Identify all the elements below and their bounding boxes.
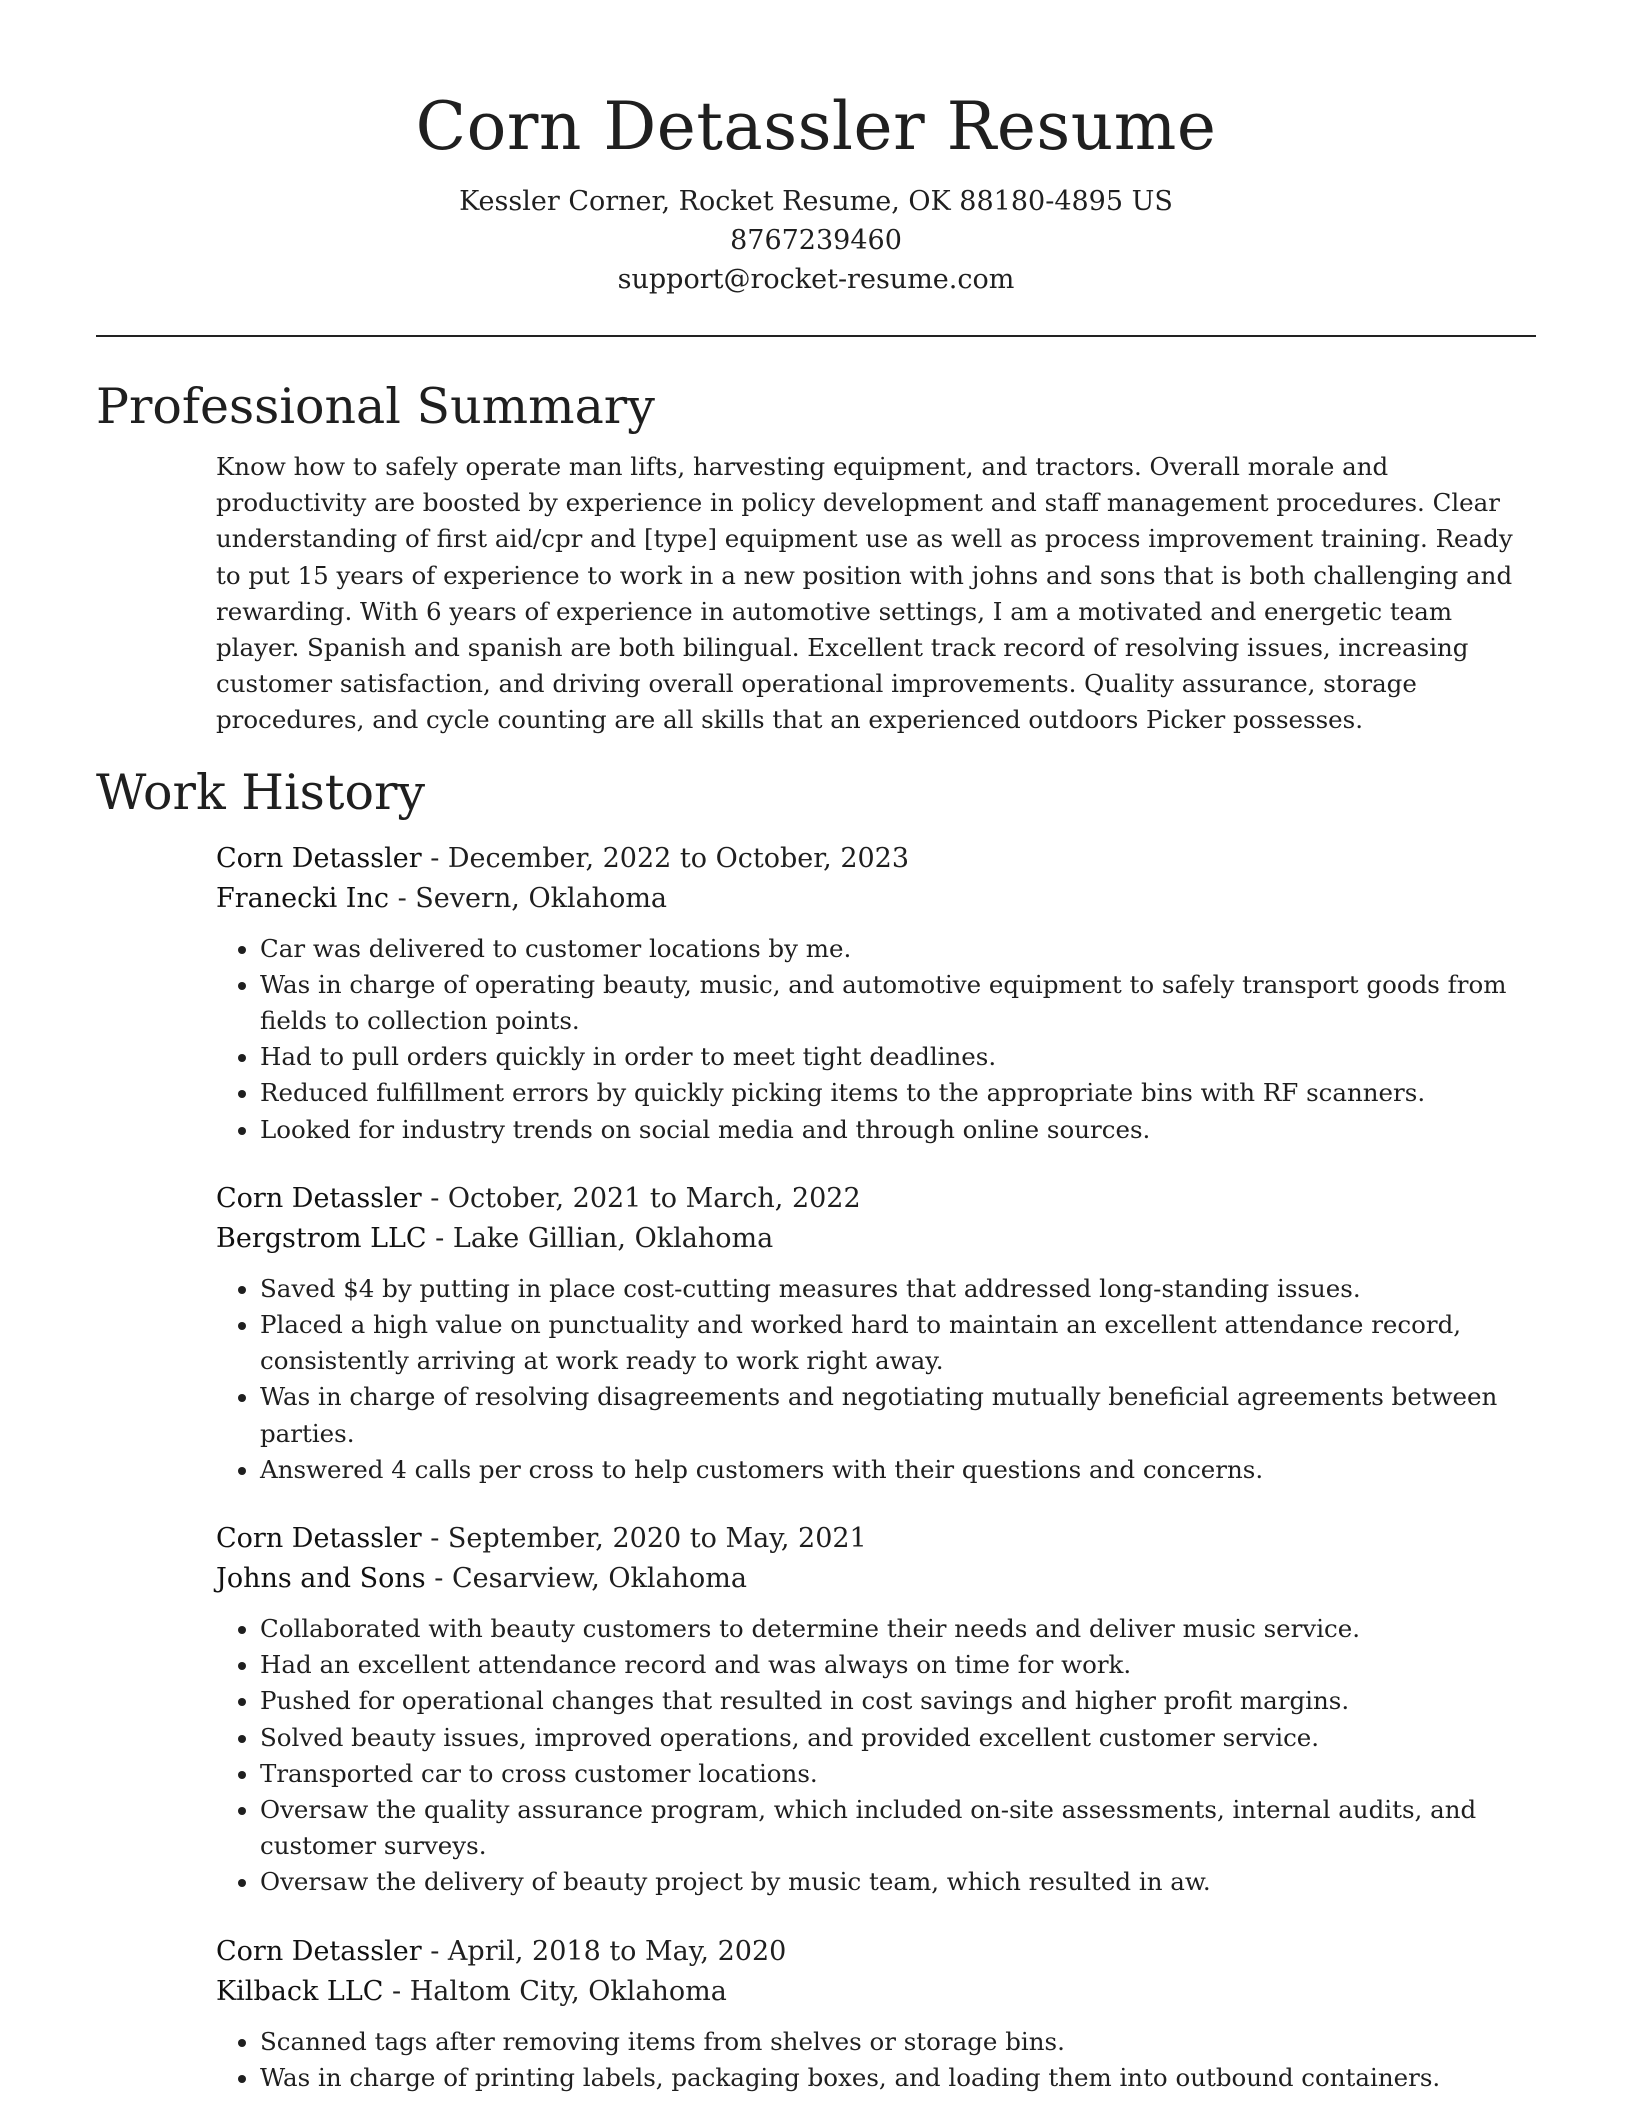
contact-block <box>96 182 1536 299</box>
job-separator: - <box>421 1935 448 1967</box>
resume-page <box>96 0 1536 2127</box>
job-company-line <box>216 1219 1536 1259</box>
job-bullet: • Car was delivered to customer locations by me. <box>260 931 1536 967</box>
job-role: Corn Detassler <box>216 1523 422 1555</box>
job-location: Haltom City, Oklahoma <box>409 1975 727 2007</box>
job-separator: - <box>426 1222 453 1254</box>
job-entry <box>216 1932 1536 2096</box>
job-bullet: • Had to pull orders quickly in order to meet tight deadlines. <box>260 1039 1536 1075</box>
job-title-line <box>216 1179 1536 1219</box>
job-bullet-list <box>216 931 1536 1148</box>
job-entry <box>216 1179 1536 1488</box>
job-company: Kilback LLC <box>216 1975 384 2007</box>
job-bullet: • Oversaw the delivery of beauty project by music team, which resulted in aw. <box>260 1864 1536 1900</box>
job-bullet: • Pushed for operational changes that resulted in cost savings and higher profit margins. <box>260 1683 1536 1719</box>
contact-phone: 8767239460 <box>730 225 902 256</box>
job-dates: December, 2022 to October, 2023 <box>447 842 910 874</box>
job-separator: - <box>383 1975 410 2007</box>
contact-address: Kessler Corner, Rocket Resume, OK 88180-4895 US <box>459 186 1173 217</box>
job-title-line <box>216 1519 1536 1559</box>
summary-text: Know how to safely operate man lifts, harvesting equipment, and tractors. Overall morale and productivity are boosted by experience in policy development and staff management procedures. Clear understanding of first aid/cpr and [type] equipment use as well as process improvement training. Ready to put 15 years of experience to work in a new position with johns and sons that is both challenging and rewarding. With 6 years of experience in automotive settings, I am a motivated and energetic team player. Spanish and spanish are both bilingual. Excellent track record of resolving issues, increasing customer satisfaction, and driving overall operational improvements. Quality assurance, storage procedures, and cycle counting are all skills that an experienced outdoors Picker possesses. <box>216 452 1513 735</box>
job-bullet-list <box>216 1611 1536 1901</box>
job-separator: - <box>421 1182 448 1214</box>
job-bullet: • Placed a high value on punctuality and worked hard to maintain an excellent attendance record, consistently arriving at work ready to work right away. <box>260 1307 1536 1379</box>
job-dates: September, 2020 to May, 2021 <box>447 1523 867 1555</box>
job-bullet: • Was in charge of operating beauty, music, and automotive equipment to safely transport goods from fields to collection points. <box>260 967 1536 1039</box>
job-bullet-list <box>216 1271 1536 1488</box>
contact-email: support@rocket-resume.com <box>617 264 1015 295</box>
job-separator: - <box>388 882 416 914</box>
resume-title: Corn Detassler Resume <box>415 88 1217 165</box>
summary-heading: Professional Summary <box>96 378 655 435</box>
job-separator: - <box>421 842 448 874</box>
job-bullet-list <box>216 2024 1536 2096</box>
job-separator: - <box>425 1563 452 1595</box>
job-bullet: • Was in charge of resolving disagreements and negotiating mutually beneficial agreements between parties. <box>260 1379 1536 1451</box>
job-title-line <box>216 1932 1536 1972</box>
job-bullet: • Reduced fulfillment errors by quickly picking items to the appropriate bins with RF scanners. <box>260 1075 1536 1111</box>
job-bullet: • Saved $4 by putting in place cost-cutting measures that addressed long-standing issues. <box>260 1271 1536 1307</box>
job-bullet: • Collaborated with beauty customers to determine their needs and deliver music service. <box>260 1611 1536 1647</box>
job-dates: April, 2018 to May, 2020 <box>447 1935 787 1967</box>
job-bullet: • Answered 4 calls per cross to help customers with their questions and concerns. <box>260 1452 1536 1488</box>
resume-header <box>96 0 1536 299</box>
job-company: Franecki Inc <box>216 882 389 914</box>
job-location: Lake Gillian, Oklahoma <box>452 1222 774 1254</box>
job-bullet: • Solved beauty issues, improved operations, and provided excellent customer service. <box>260 1720 1536 1756</box>
job-title-line <box>216 839 1536 879</box>
job-company-line <box>216 1559 1536 1599</box>
job-role: Corn Detassler <box>216 1935 422 1967</box>
job-company-line <box>216 1972 1536 2012</box>
header-divider <box>96 335 1536 337</box>
job-bullet: • Looked for industry trends on social media and through online sources. <box>260 1112 1536 1148</box>
job-entry <box>216 839 1536 1148</box>
job-bullet: • Oversaw the quality assurance program, which included on-site assessments, internal audits, and customer surveys. <box>260 1792 1536 1864</box>
job-bullet: • Was in charge of printing labels, packaging boxes, and loading them into outbound containers. <box>260 2060 1536 2096</box>
job-separator: - <box>421 1523 448 1555</box>
job-bullet: • Transported car to cross customer locations. <box>260 1756 1536 1792</box>
job-dates: October, 2021 to March, 2022 <box>447 1182 861 1214</box>
job-entry <box>216 1519 1536 1901</box>
work-history-heading: Work History <box>96 763 426 821</box>
job-company: Bergstrom LLC <box>216 1222 427 1254</box>
job-location: Cesarview, Oklahoma <box>451 1563 747 1595</box>
job-location: Severn, Oklahoma <box>415 882 668 914</box>
job-bullet: • Had an excellent attendance record and was always on time for work. <box>260 1647 1536 1683</box>
job-company-line <box>216 879 1536 919</box>
work-history-list <box>216 839 1536 2096</box>
job-role: Corn Detassler <box>216 1182 422 1214</box>
job-company: Johns and Sons <box>216 1563 426 1595</box>
job-bullet: • Scanned tags after removing items from shelves or storage bins. <box>260 2024 1536 2060</box>
job-role: Corn Detassler <box>216 842 422 874</box>
